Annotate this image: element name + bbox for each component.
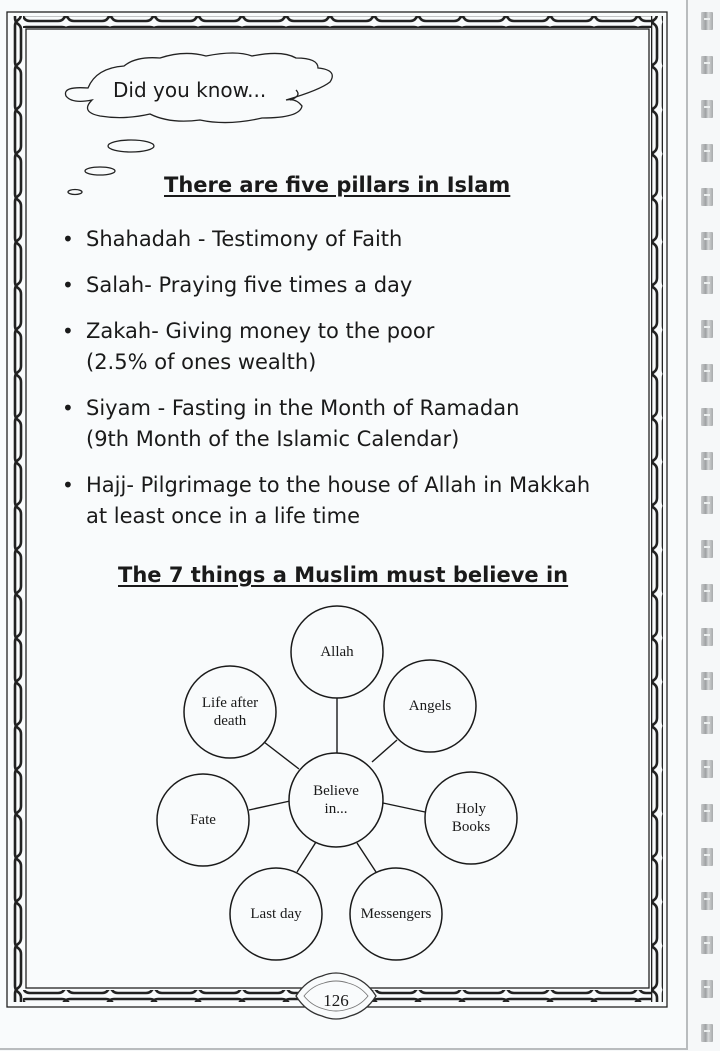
node-label-line: Believe [313, 783, 359, 799]
pillar-text: Siyam - Fasting in the Month of Ramadan [86, 396, 520, 420]
node-label-line: death [213, 713, 247, 729]
pillar-subtext: (9th Month of the Islamic Calendar) [86, 427, 460, 451]
diagram-node-allah [292, 643, 382, 661]
beliefs-heading: The 7 things a Muslim must believe in [118, 563, 569, 587]
bullet-icon: • [62, 473, 74, 497]
pillar-item-salah [62, 270, 590, 301]
thought-bubble-text: Did you know... [113, 78, 267, 102]
node-label-line: Life after [201, 695, 259, 711]
diagram-node-life-after-death [185, 694, 275, 730]
diagram-node-fate [158, 811, 248, 829]
node-label-line: Fate [190, 812, 216, 828]
pillar-text: Shahadah - Testimony of Faith [86, 227, 403, 251]
node-label-line: in... [324, 801, 348, 817]
node-label-line: Last day [250, 906, 302, 922]
bullet-icon: • [62, 227, 74, 251]
diagram-node-holy-books [426, 800, 516, 836]
node-label-line: Allah [320, 644, 354, 660]
bullet-icon: • [62, 273, 74, 297]
node-label-line: Messengers [360, 906, 432, 922]
pillar-subtext: at least once in a life time [86, 504, 361, 528]
node-label-line: Angels [408, 698, 452, 714]
bullet-icon: • [62, 319, 74, 343]
bullet-icon: • [62, 396, 74, 420]
pillars-heading: There are five pillars in Islam [164, 173, 511, 197]
pillar-text: Hajj- Pilgrimage to the house of Allah in Makkah [86, 473, 591, 497]
node-label-line: Books [451, 819, 491, 835]
node-label-line: Holy [456, 801, 486, 817]
pillar-item-hajj [62, 470, 590, 532]
pillar-item-zakah [62, 316, 590, 378]
pillar-item-siyam [62, 393, 590, 455]
diagram-node-center [291, 782, 381, 818]
pillar-subtext: (2.5% of ones wealth) [86, 350, 317, 374]
page-number: 126 [323, 991, 349, 1010]
pillar-item-shahadah [62, 224, 590, 255]
pillars-list [62, 224, 590, 547]
diagram-node-last-day [231, 905, 321, 923]
diagram-node-messengers [351, 905, 441, 923]
pillar-text: Salah- Praying five times a day [86, 273, 413, 297]
diagram-node-angels [385, 697, 475, 715]
pillar-text: Zakah- Giving money to the poor [86, 319, 435, 343]
